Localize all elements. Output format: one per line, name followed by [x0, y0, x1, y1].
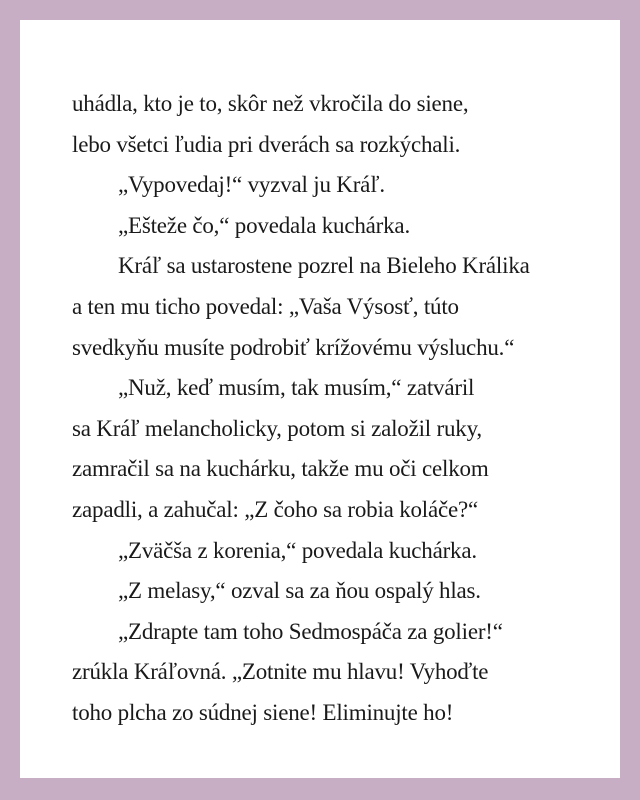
text-line: zrúkla Kráľovná. „Zotnite mu hlavu! Vyhoďte	[72, 659, 489, 685]
text-line: a ten mu ticho povedal: „Vaša Výsosť, túto	[72, 293, 459, 319]
text-line: „Vypovedaj!“ vyzval ju Kráľ.	[118, 172, 385, 198]
text-line: zapadli, a zahučal: „Z čoho sa robia koláče?“	[72, 496, 479, 522]
book-page	[20, 20, 620, 778]
page-text	[72, 84, 612, 734]
text-line: zamračil sa na kuchárku, takže mu oči celkom	[72, 456, 489, 482]
text-line: „Ešteže čo,“ povedala kuchárka.	[118, 212, 410, 238]
text-line: uhádla, kto je to, skôr než vkročila do siene,	[72, 91, 469, 116]
text-line: sa Kráľ melancholicky, potom si založil ruky,	[72, 415, 482, 441]
text-line: svedkyňu musíte podrobiť krížovému výsluchu.“	[72, 334, 515, 360]
text-line: lebo všetci ľudia pri dverách sa rozkýchali.	[72, 131, 461, 157]
text-line: „Zväčša z korenia,“ povedala kuchárka.	[118, 537, 477, 563]
text-line: „Zdrapte tam toho Sedmospáča za golier!“	[118, 618, 503, 644]
text-line: „Z melasy,“ ozval sa za ňou ospalý hlas.	[118, 578, 481, 604]
text-line: „Nuž, keď musím, tak musím,“ zatváril	[118, 375, 475, 401]
text-line: Kráľ sa ustarostene pozrel na Bieleho Králika	[118, 253, 530, 279]
text-line: toho plcha zo súdnej siene! Eliminujte ho!	[72, 699, 454, 725]
